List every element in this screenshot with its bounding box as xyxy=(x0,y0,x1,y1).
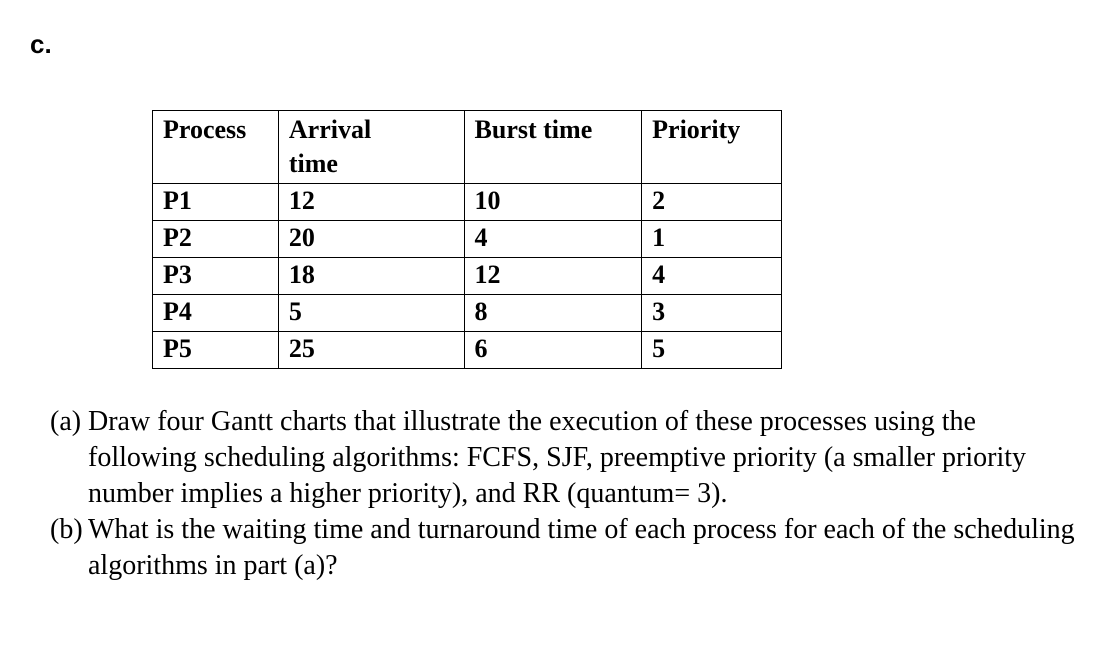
question-label: (b) xyxy=(50,514,83,545)
header-arrival-line2: time xyxy=(288,149,338,178)
cell-arrival: 20 xyxy=(278,221,464,258)
header-arrival-line1: Arrival xyxy=(288,115,372,144)
table-row xyxy=(153,295,782,332)
header-burst-time: Burst time xyxy=(464,111,642,184)
question-text: Draw four Gantt charts that illustrate the execution of these processes using the following scheduling algorithms: FCFS, SJF, preemptive priority (a smaller priority number implies a higher priority), and RR (quantum= 3). xyxy=(88,406,1027,509)
header-process: Process xyxy=(153,111,279,184)
header-arrival-time xyxy=(278,111,464,184)
table-row xyxy=(153,184,782,221)
question-text: What is the waiting time and turnaround time of each process for each of the scheduling algorithms in part (a)? xyxy=(88,514,1075,581)
cell-process: P1 xyxy=(153,184,279,221)
section-label: c. xyxy=(30,29,52,59)
cell-priority: 5 xyxy=(642,332,782,369)
cell-process: P3 xyxy=(153,258,279,295)
cell-priority: 1 xyxy=(642,221,782,258)
question-b xyxy=(50,512,1090,584)
cell-burst: 12 xyxy=(464,258,642,295)
cell-arrival: 25 xyxy=(278,332,464,369)
cell-burst: 6 xyxy=(464,332,642,369)
cell-process: P5 xyxy=(153,332,279,369)
cell-process: P2 xyxy=(153,221,279,258)
cell-arrival: 12 xyxy=(278,184,464,221)
cell-process: P4 xyxy=(153,295,279,332)
table-row xyxy=(153,221,782,258)
cell-priority: 3 xyxy=(642,295,782,332)
process-table xyxy=(152,110,782,369)
cell-priority: 4 xyxy=(642,258,782,295)
cell-arrival: 5 xyxy=(278,295,464,332)
cell-burst: 8 xyxy=(464,295,642,332)
cell-priority: 2 xyxy=(642,184,782,221)
cell-burst: 4 xyxy=(464,221,642,258)
question-a xyxy=(50,404,1090,512)
cell-burst: 10 xyxy=(464,184,642,221)
questions-list xyxy=(50,404,1090,584)
header-priority: Priority xyxy=(642,111,782,184)
table-header-row xyxy=(153,111,782,184)
question-label: (a) xyxy=(50,406,82,437)
table-row xyxy=(153,258,782,295)
table-row xyxy=(153,332,782,369)
cell-arrival: 18 xyxy=(278,258,464,295)
